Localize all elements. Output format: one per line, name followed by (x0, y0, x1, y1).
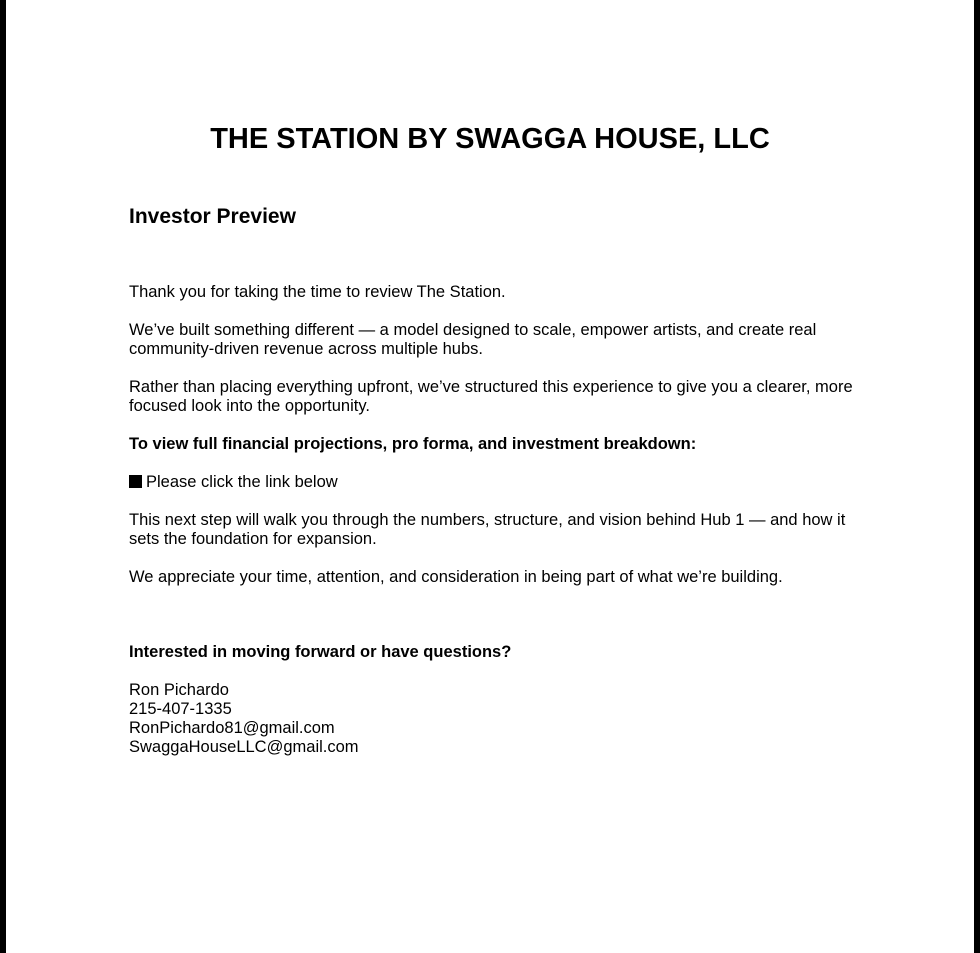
model-paragraph: We’ve built something different — a model designed to scale, empower artists, and create real community-driven revenue across multiple hubs. (129, 321, 817, 358)
contact-block (129, 681, 359, 757)
document-title: THE STATION BY SWAGGA HOUSE, LLC (210, 123, 770, 155)
intro-paragraph: Thank you for taking the time to review The Station. (129, 283, 506, 301)
contact-heading: Interested in moving forward or have questions? (129, 643, 512, 661)
next-step-paragraph: This next step will walk you through the numbers, structure, and vision behind Hub 1 — and how it sets the foundation for expansion. (129, 511, 846, 548)
structure-paragraph: Rather than placing everything upfront, we’ve structured this experience to give you a clearer, more focused look into the opportunity. (129, 378, 853, 415)
contact-email-personal[interactable]: RonPichardo81@gmail.com (129, 719, 335, 737)
document-body (129, 283, 859, 606)
contact-email-company[interactable]: SwaggaHouseLLC@gmail.com (129, 738, 359, 756)
black-square-icon (129, 475, 142, 488)
document-page (6, 0, 974, 953)
financials-heading: To view full financial projections, pro forma, and investment breakdown: (129, 435, 697, 453)
contact-phone[interactable]: 215-407-1335 (129, 700, 232, 718)
appreciation-paragraph: We appreciate your time, attention, and consideration in being part of what we’re building. (129, 568, 783, 586)
contact-name: Ron Pichardo (129, 681, 229, 699)
link-prompt-text: Please click the link below (146, 473, 338, 491)
link-prompt[interactable] (129, 473, 859, 492)
document-subtitle: Investor Preview (129, 205, 296, 228)
